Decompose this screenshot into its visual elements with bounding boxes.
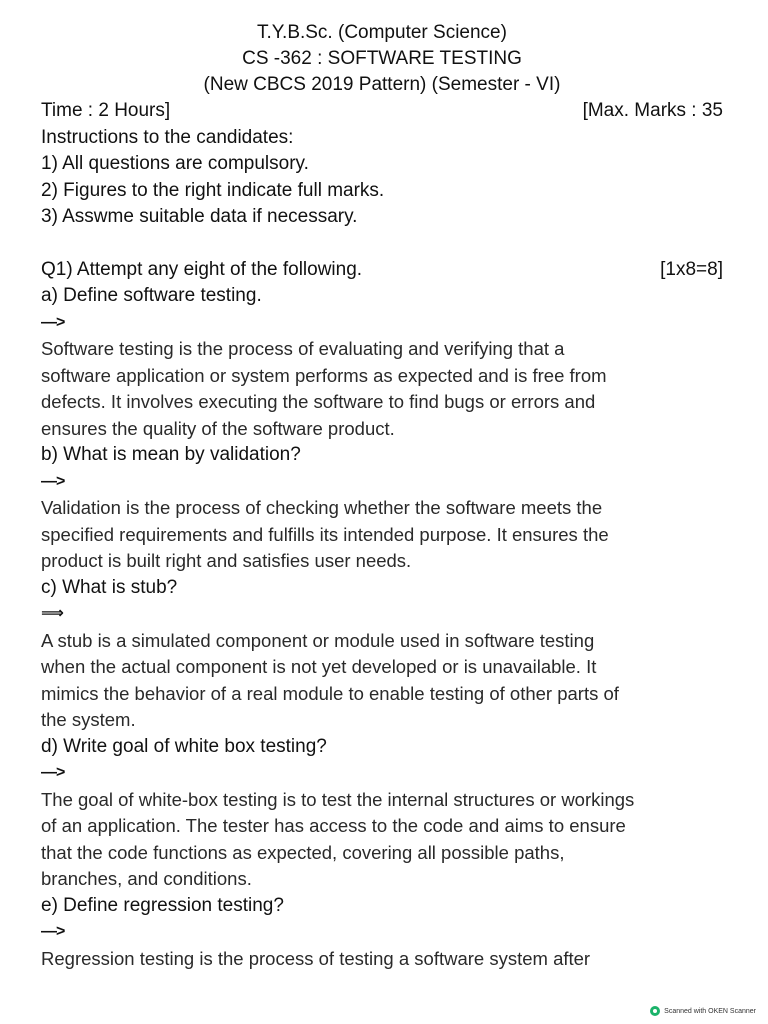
answer-block: [41, 495, 723, 575]
answer-line: Regression testing is the process of testing a software system after: [41, 947, 591, 969]
answer-line: Validation is the process of checking whether the software meets the: [41, 497, 603, 518]
instructions-title: Instructions to the candidates:: [41, 126, 294, 148]
course-title: T.Y.B.Sc. (Computer Science): [257, 22, 507, 43]
answer-line: specified requirements and fulfills its intended purpose. It ensures the: [41, 523, 609, 545]
answer-line: Software testing is the process of evaluating and verifying that a: [41, 338, 565, 359]
meta-row: [41, 98, 723, 125]
exam-page: [41, 20, 723, 972]
spacer: [41, 231, 723, 257]
scanner-logo-icon: [650, 1006, 660, 1016]
sub-question: c) What is stub?: [41, 576, 178, 598]
arrow-icon: —>: [41, 923, 65, 940]
answer-line: when the actual component is not yet developed or is unavailable. It: [41, 656, 597, 677]
sub-question: a) Define software testing.: [41, 285, 262, 306]
answer-line: defects. It involves executing the software to find bugs or errors and: [41, 391, 596, 412]
sub-question: e) Define regression testing?: [41, 894, 284, 916]
answer-line: mimics the behavior of a real module to enable testing of other parts of: [41, 682, 619, 704]
paper-title: CS -362 : SOFTWARE TESTING: [242, 48, 522, 69]
sub-question: d) Write goal of white box testing?: [41, 735, 327, 757]
arrow-icon: —>: [41, 313, 65, 331]
answer-line: of an application. The tester has access to the code and aims to ensure: [41, 815, 626, 836]
answer-line: The goal of white-box testing is to test the internal structures or workings: [41, 788, 635, 810]
question-marks: [1x8=8]: [660, 258, 723, 280]
sub-question: b) What is mean by validation?: [41, 444, 301, 465]
answer-block: [41, 336, 723, 442]
max-marks-label: [Max. Marks : 35: [582, 100, 723, 121]
answer-line: the system.: [41, 709, 136, 730]
scanner-watermark: [650, 1006, 756, 1016]
answer-line: software application or system performs as expected and is free from: [41, 364, 607, 386]
answer-line: branches, and conditions.: [41, 868, 252, 889]
question-title: Q1) Attempt any eight of the following.: [41, 258, 363, 280]
time-label: Time : 2 Hours]: [41, 100, 171, 121]
answer-block: [41, 946, 723, 973]
arrow-icon: ⟹: [41, 605, 63, 622]
answer-line: ensures the quality of the software product.: [41, 417, 395, 439]
instruction-item: 2) Figures to the right indicate full marks.: [41, 179, 385, 201]
scanner-text: Scanned with OKEN Scanner: [664, 1007, 756, 1015]
pattern-title: (New CBCS 2019 Pattern) (Semester - VI): [203, 74, 561, 95]
instruction-item: 3) Asswme suitable data if necessary.: [41, 206, 358, 227]
answer-line: A stub is a simulated component or module used in software testing: [41, 629, 595, 651]
arrow-icon: —>: [41, 472, 65, 490]
instruction-item: 1) All questions are compulsory.: [41, 153, 309, 174]
answer-line: that the code functions as expected, covering all possible paths,: [41, 841, 565, 863]
answer-block: [41, 787, 723, 893]
answer-block: [41, 628, 723, 734]
answer-line: product is built right and satisfies user needs.: [41, 550, 412, 571]
question-header-row: [41, 257, 723, 284]
arrow-icon: —>: [41, 764, 65, 781]
